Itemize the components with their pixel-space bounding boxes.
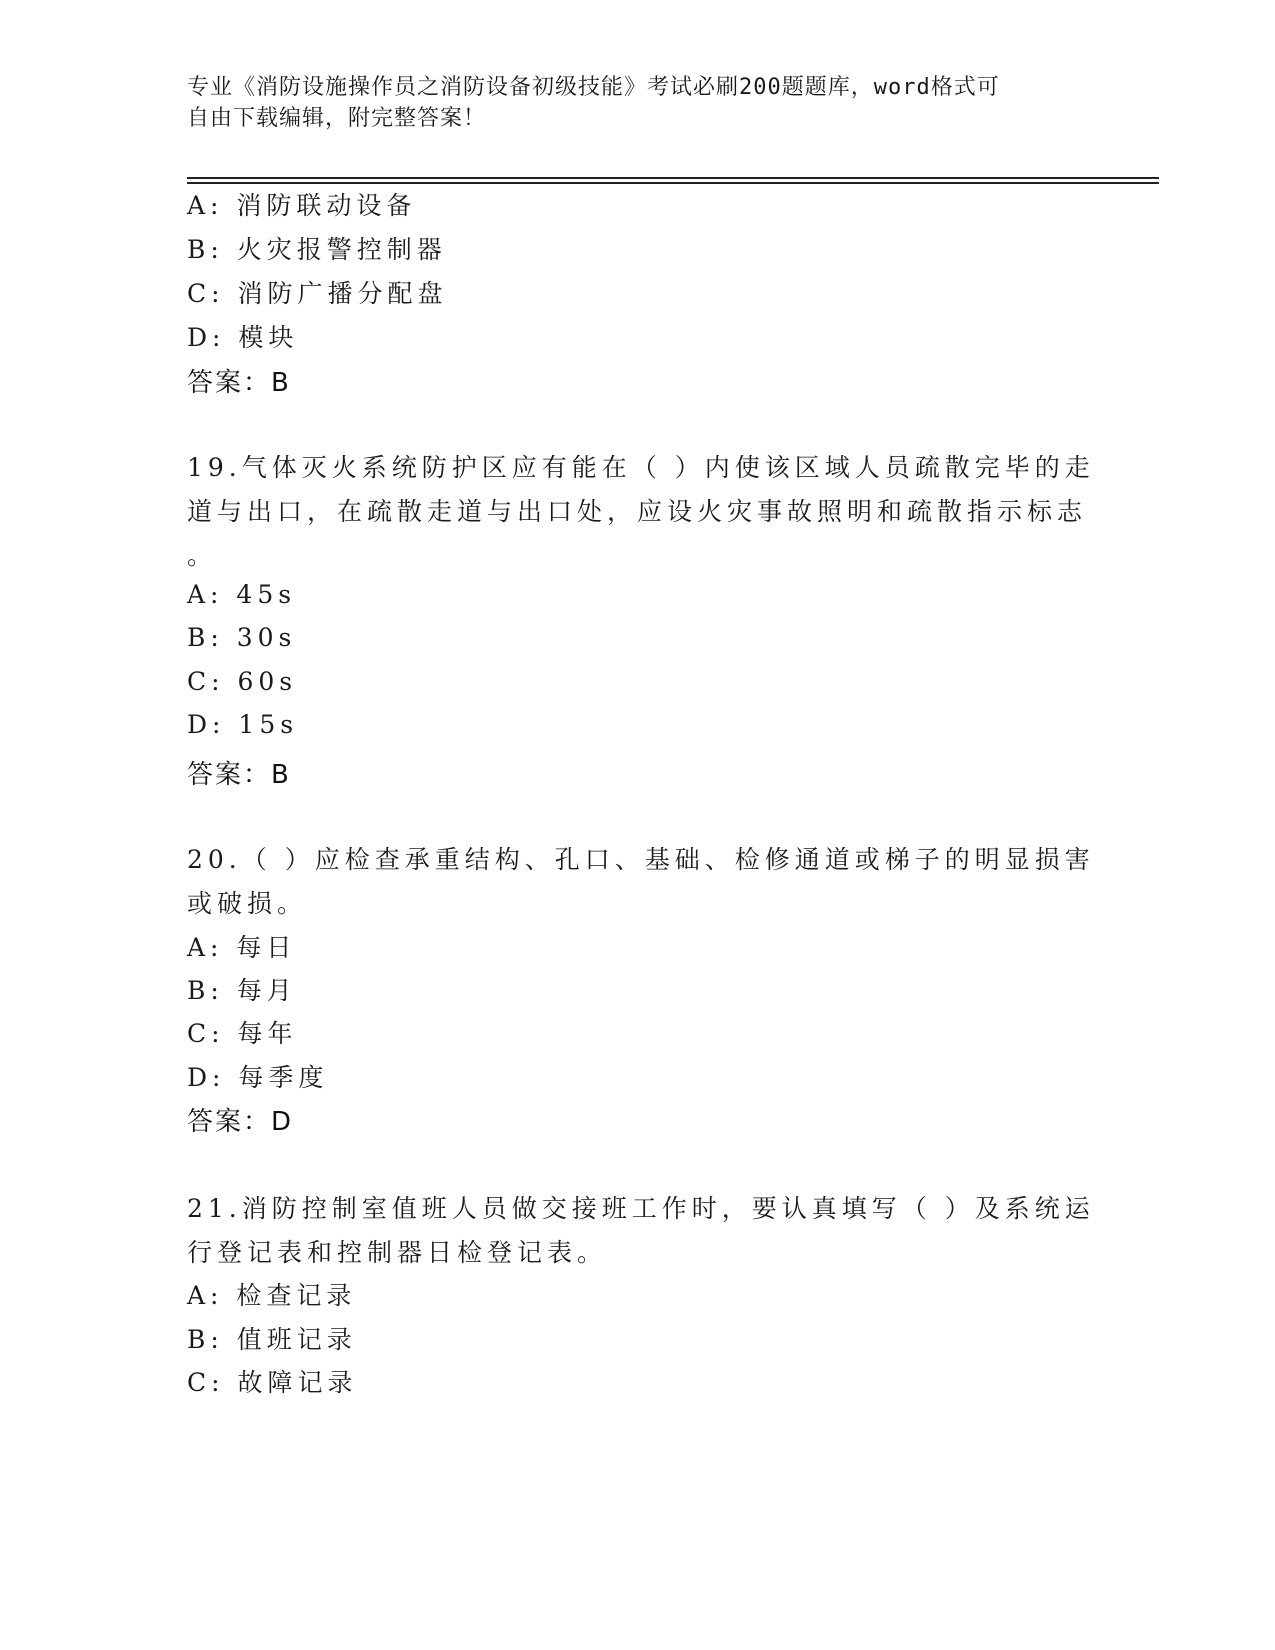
- option-a: A: 检查记录: [187, 1281, 357, 1310]
- option-a: A: 每日: [187, 933, 297, 962]
- option-c: C: 60s: [187, 667, 298, 696]
- option-a: A: 消防联动设备: [187, 191, 417, 220]
- question-stem-line: 道与出口，在疏散走道与出口处，应设火灾事故照明和疏散指示标志: [187, 497, 1088, 526]
- option-d: D: 每季度: [187, 1063, 329, 1092]
- document-header: [187, 72, 1067, 134]
- option-c: C: 故障记录: [187, 1368, 358, 1397]
- header-divider: [187, 182, 1159, 184]
- question-stem-line: 或破损。: [187, 889, 308, 918]
- option-d: D: 模块: [187, 323, 299, 352]
- option-b: B: 每月: [187, 976, 297, 1005]
- option-c: C: 消防广播分配盘: [187, 279, 448, 308]
- option-d: D: 15s: [187, 710, 299, 739]
- header-line-1: 专业《消防设施操作员之消防设备初级技能》考试必刷200题题库，word格式可: [187, 75, 1000, 100]
- question-stem-line: 。: [187, 541, 218, 570]
- option-b: B: 值班记录: [187, 1325, 357, 1354]
- question-stem-line: 19.气体灭火系统防护区应有能在（ ）内使该区域人员疏散完毕的走: [187, 453, 1095, 482]
- header-divider: [187, 177, 1159, 179]
- option-c: C: 每年: [187, 1019, 298, 1048]
- option-b: B: 火灾报警控制器: [187, 235, 447, 264]
- question-stem-line: 行登记表和控制器日检登记表。: [187, 1238, 608, 1267]
- answer-label: 答案：D: [187, 1107, 294, 1137]
- question-stem-line: 20.（ ）应检查承重结构、孔口、基础、检修通道或梯子的明显损害: [187, 845, 1095, 874]
- question-stem-line: 21.消防控制室值班人员做交接班工作时，要认真填写（ ）及系统运: [187, 1194, 1095, 1223]
- header-line-2: 自由下载编辑，附完整答案！: [187, 106, 487, 131]
- answer-label: 答案：B: [187, 368, 291, 398]
- option-a: A: 45s: [187, 580, 297, 609]
- option-b: B: 30s: [187, 623, 297, 652]
- answer-label: 答案：B: [187, 760, 291, 790]
